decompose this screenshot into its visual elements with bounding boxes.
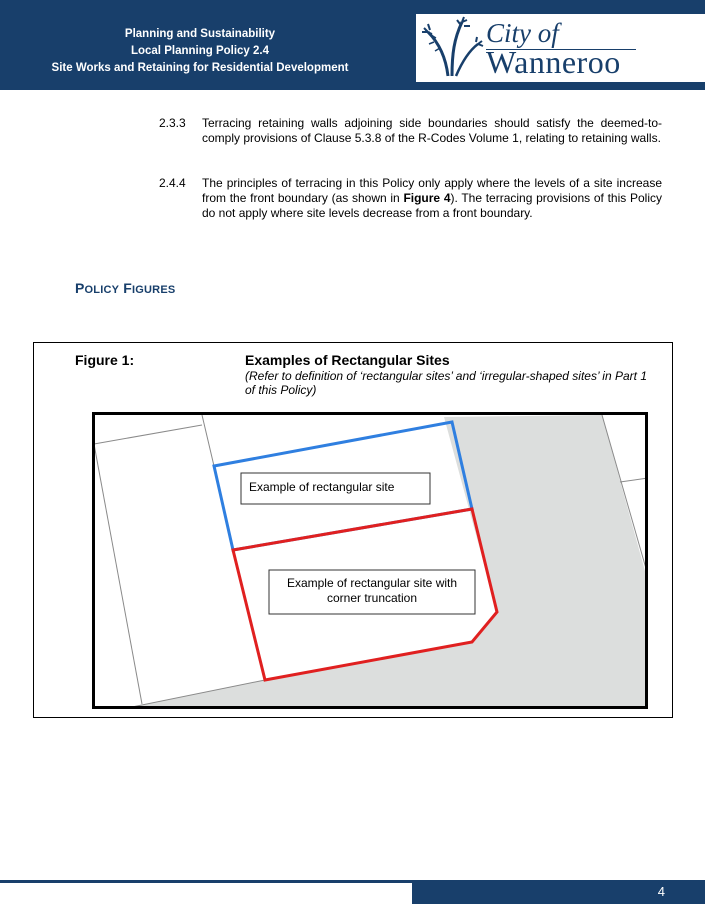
label-truncated-line-2: corner truncation (326, 591, 418, 605)
clause-number: 2.3.3 (159, 116, 186, 130)
site-plan-diagram (92, 412, 648, 709)
header-line-2: Local Planning Policy 2.4 (130, 45, 270, 57)
figure-reference: Figure 4 (403, 191, 451, 205)
kangaroo-paw-logo-icon (418, 14, 486, 82)
clause-text-part: The principles of terracing in this Policy only apply where the levels of a site increase from the front boundary (as shown in (202, 176, 662, 205)
figure-note: (Refer to definition of ‘rectangular sites’ and ‘irregular-shaped sites’ in Part 1 of this Policy) (245, 369, 647, 397)
section-heading (75, 280, 175, 296)
heading-smallcaps: OLICY (84, 284, 120, 296)
logo-text-wanneroo: Wanneroo (486, 44, 621, 80)
figure-label: Figure 1: (75, 352, 135, 368)
label-truncated-line-1: Example of rectangular site with (286, 576, 458, 590)
header-line-3: Site Works and Retaining for Residential Development (51, 62, 349, 74)
footer-band (0, 880, 705, 904)
clause-2-4-4 (159, 176, 662, 221)
city-logo (416, 14, 705, 82)
logo-text-city-of: City of (486, 18, 559, 48)
header-line-1: Planning and Sustainability (124, 28, 276, 40)
footer-white-block (0, 883, 412, 904)
heading-cap: F (123, 280, 133, 296)
page-number: 4 (657, 884, 665, 899)
heading-smallcaps: IGURES (132, 284, 176, 296)
clause-number: 2.4.4 (159, 176, 186, 190)
clause-text: Terracing retaining walls adjoining side boundaries should satisfy the deemed-to-comply provisions of Clause 5.3.8 of the R-Codes Volume 1, relating to retaining walls. (202, 116, 662, 145)
clause-2-3-3 (159, 116, 662, 146)
clause-text-part: ). The terracing provisions of this Policy do not apply where site levels decrease from a front boundary. (202, 191, 662, 220)
clause-text (202, 176, 662, 221)
label-rectangular-site: Example of rectangular site (249, 480, 395, 494)
heading-cap: P (75, 280, 85, 296)
document-header (0, 26, 400, 77)
header-band (0, 0, 705, 90)
figure-title: Examples of Rectangular Sites (245, 352, 450, 368)
